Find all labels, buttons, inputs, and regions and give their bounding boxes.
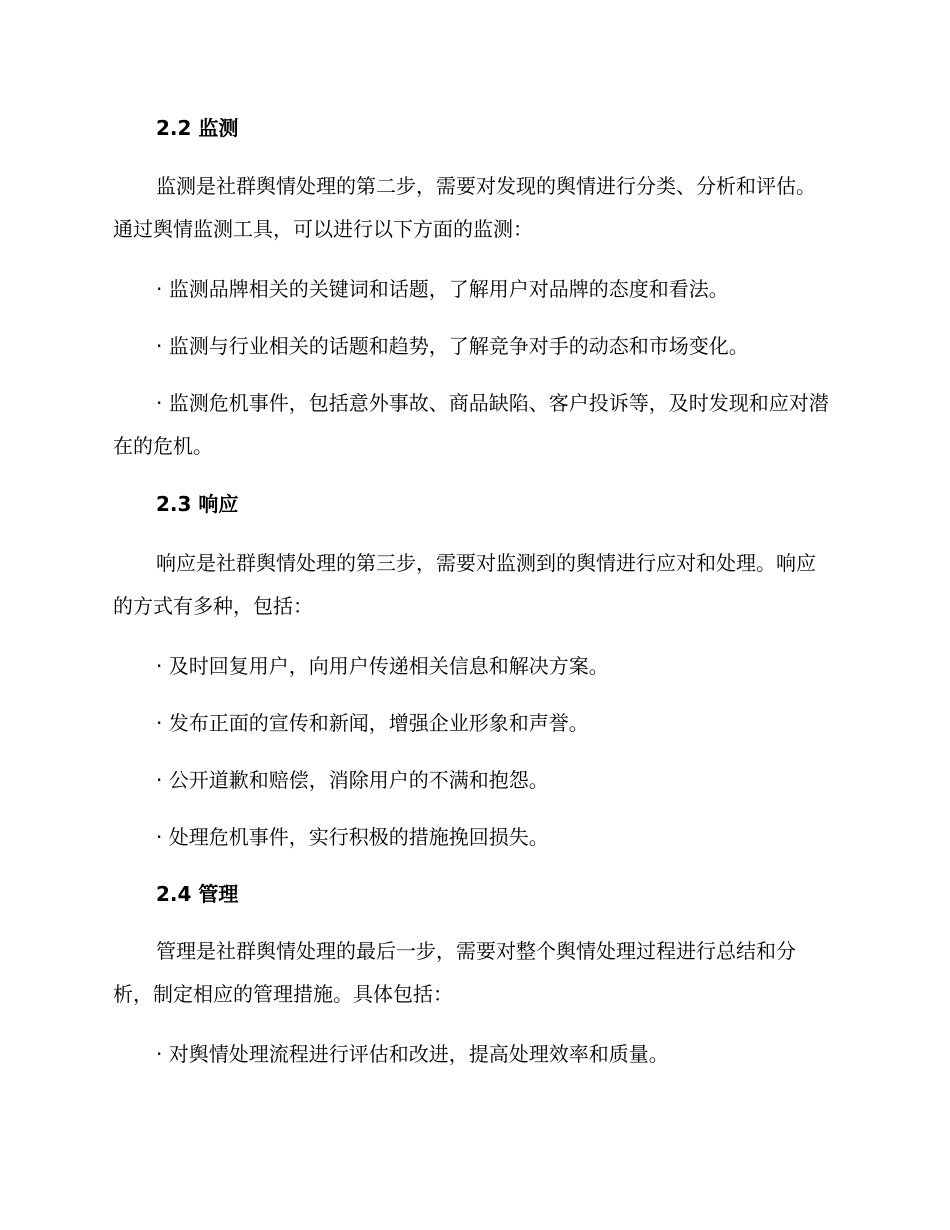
section-heading-2-4: 2.4 管理 — [156, 882, 239, 906]
section-heading-2-2: 2.2 监测 — [156, 116, 239, 140]
list-item: · 监测品牌相关的关键词和话题，了解用户对品牌的态度和看法。 — [156, 277, 729, 301]
list-item: · 公开道歉和赔偿，消除用户的不满和抱怨。 — [156, 768, 549, 792]
list-item: · 发布正面的宣传和新闻，增强企业形象和声誉。 — [156, 711, 589, 735]
section-paragraph-2-4: 管理是社群舆情处理的最后一步，需要对整个舆情处理过程进行总结和分析，制定相应的管理措施。具体包括： — [113, 939, 796, 1006]
section-heading-2-3: 2.3 响应 — [156, 492, 239, 516]
list-item: · 监测与行业相关的话题和趋势，了解竞争对手的动态和市场变化。 — [156, 334, 749, 358]
list-item: · 处理危机事件，实行积极的措施挽回损失。 — [156, 825, 549, 849]
section-paragraph-2-2: 监测是社群舆情处理的第二步，需要对发现的舆情进行分类、分析和评估。通过舆情监测工具，可以进行以下方面的监测： — [113, 174, 816, 241]
list-item: · 及时回复用户，向用户传递相关信息和解决方案。 — [156, 654, 609, 678]
list-item: · 对舆情处理流程进行评估和改进，提高处理效率和质量。 — [156, 1042, 669, 1066]
list-item: · 监测危机事件，包括意外事故、商品缺陷、客户投诉等，及时发现和应对潜在的危机。 — [113, 391, 829, 458]
section-paragraph-2-3: 响应是社群舆情处理的第三步，需要对监测到的舆情进行应对和处理。响应的方式有多种，包括： — [113, 551, 816, 618]
